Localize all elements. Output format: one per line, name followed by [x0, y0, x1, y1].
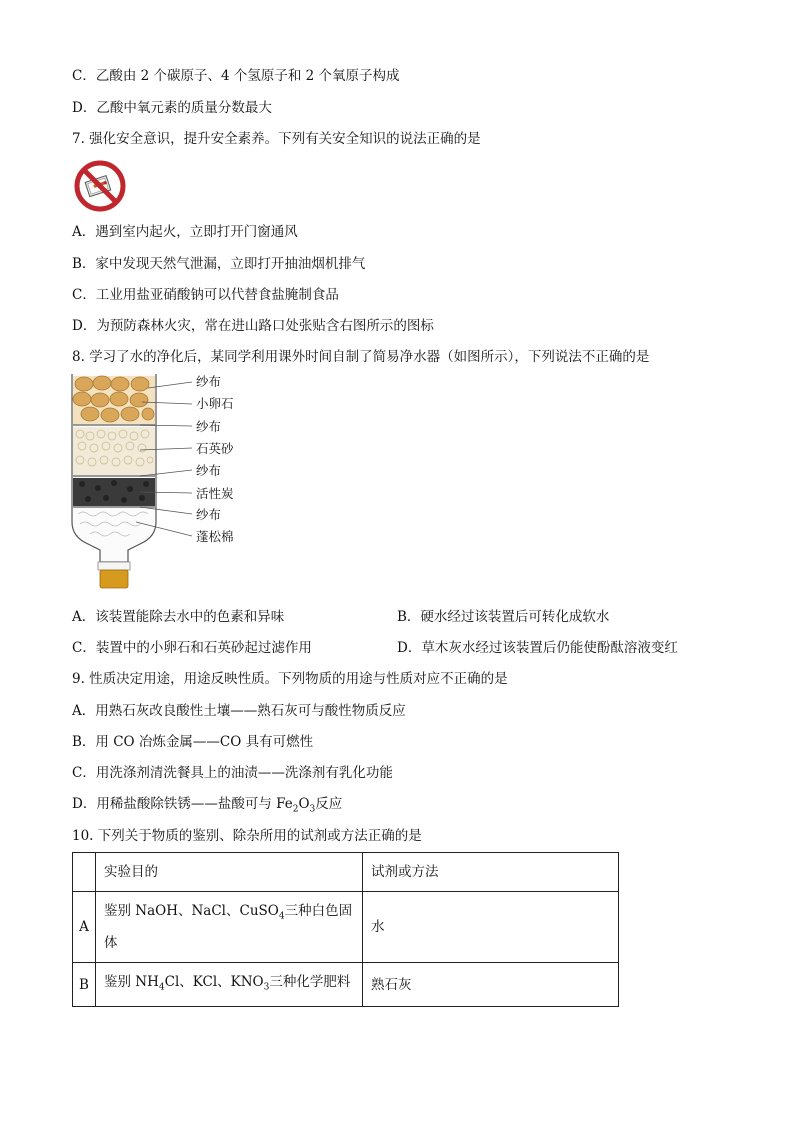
table-header-purpose: 实验目的 [96, 853, 363, 892]
filter-label-carbon: 活性炭 [196, 486, 234, 501]
filter-label-cotton: 蓬松棉 [196, 529, 234, 544]
q9-option-c: C．用洗涤剂清洗餐具上的油渍——洗涤剂有乳化功能 [72, 765, 393, 781]
table-header-method: 试剂或方法 [363, 853, 619, 892]
q9-option-a: A．用熟石灰改良酸性土壤——熟石灰可与酸性物质反应 [72, 703, 406, 719]
row-method: 熟石灰 [363, 962, 619, 1007]
q10-table [72, 852, 619, 1007]
q7-option-b: B．家中发现天然气泄漏，立即打开抽油烟机排气 [72, 256, 366, 272]
q7-option-d: D．为预防森林火灾，常在进山路口处张贴含右图所示的图标 [72, 318, 434, 334]
q9-stem: 9. 性质决定用途，用途反映性质。下列物质的用途与性质对应不正确的是 [72, 671, 508, 687]
no-smoking-sign-icon [72, 160, 128, 212]
filter-label-gauze-1: 纱布 [196, 374, 222, 389]
filter-label-gauze-3: 纱布 [196, 463, 222, 478]
q9-option-d: D．用稀盐酸除铁锈——盐酸可与 $Fe_2O_3$反应 [72, 796, 343, 815]
filter-label-quartz-sand: 石英砂 [196, 441, 234, 456]
q8-option-c: C．装置中的小卵石和石英砂起过滤作用 [72, 640, 312, 656]
row-purpose: 鉴别 $NH_4Cl$、KCl、$KNO_3$三种化学肥料 [96, 962, 363, 1007]
row-label: B [73, 962, 96, 1007]
table-row [73, 962, 619, 1007]
filter-label-gauze-2: 纱布 [196, 419, 222, 434]
table-row [73, 892, 619, 963]
row-label: A [73, 892, 96, 963]
q8-stem: 8. 学习了水的净化后，某同学利用课外时间自制了简易净水器（如图所示），下列说法不正确的是 [72, 349, 650, 365]
row-purpose: 鉴别 NaOH、NaCl、CuSO$_4$三种白色固体 [96, 892, 363, 963]
table-header-row [73, 853, 619, 892]
q6-option-d: D．乙酸中氧元素的质量分数最大 [72, 100, 272, 116]
q8-option-b: B．硬水经过该装置后可转化成软水 [397, 609, 610, 625]
q7-option-c: C．工业用盐亚硝酸钠可以代替食盐腌制食品 [72, 287, 339, 303]
row-method: 水 [363, 892, 619, 963]
water-filter-diagram [70, 372, 260, 602]
q7-option-a: A．遇到室内起火，立即打开门窗通风 [72, 224, 298, 240]
q6-option-c: C．乙酸由 2 个碳原子、4 个氢原子和 2 个氧原子构成 [72, 68, 400, 84]
filter-label-gauze-4: 纱布 [196, 507, 222, 522]
filter-label-pebbles: 小卵石 [196, 396, 234, 411]
q8-option-d: D．草木灰水经过该装置后仍能使酚酞溶液变红 [397, 640, 678, 656]
q9-option-b: B．用 CO 冶炼金属——CO 具有可燃性 [72, 734, 314, 750]
q8-option-a: A．该装置能除去水中的色素和异味 [72, 609, 285, 625]
table-header-blank [73, 853, 96, 892]
q7-stem: 7. 强化安全意识，提升安全素养。下列有关安全知识的说法正确的是 [72, 131, 481, 147]
q10-stem: 10. 下列关于物质的鉴别、除杂所用的试剂或方法正确的是 [72, 828, 422, 844]
